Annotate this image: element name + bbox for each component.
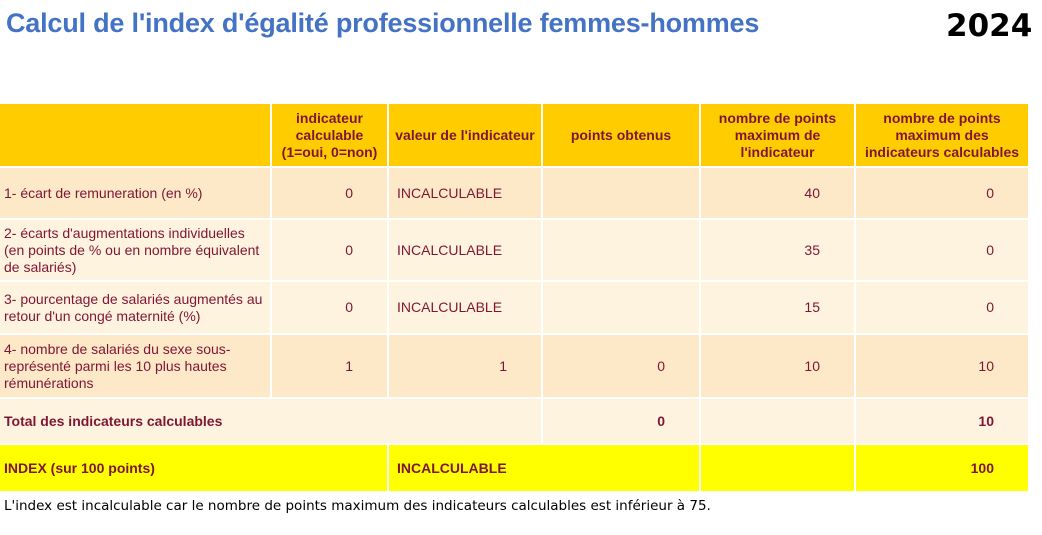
total-row [0, 398, 1028, 444]
cell-valeur: INCALCULABLE [388, 219, 542, 281]
cell-points: 0 [542, 334, 700, 398]
cell-calculable: 1 [271, 334, 388, 398]
total-points: 0 [542, 398, 700, 444]
cell-valeur: INCALCULABLE [388, 167, 542, 219]
cell-calculable: 0 [271, 281, 388, 334]
total-empty-cell [700, 398, 855, 444]
index-table [0, 104, 1028, 493]
cell-max-calculables: 10 [855, 334, 1028, 398]
cell-points [542, 281, 700, 334]
cell-points [542, 219, 700, 281]
index-empty-cell [700, 444, 855, 492]
table-header-row [0, 104, 1028, 167]
cell-valeur: 1 [388, 334, 542, 398]
row-label: 4- nombre de salariés du sexe sous-représenté parmi les 10 plus hautes rémunérations [0, 334, 271, 398]
column-header-max-calculables: nombre de points maximum des indicateurs calculables [855, 104, 1028, 167]
cell-points [542, 167, 700, 219]
cell-max-indicateur: 40 [700, 167, 855, 219]
index-max: 100 [855, 444, 1028, 492]
column-header-calculable: indicateur calculable (1=oui, 0=non) [271, 104, 388, 167]
column-header-label [0, 104, 271, 167]
index-value: INCALCULABLE [388, 444, 700, 492]
page-title: Calcul de l'index d'égalité professionnelle femmes-hommes [6, 8, 760, 38]
cell-max-indicateur: 35 [700, 219, 855, 281]
table-row [0, 334, 1028, 398]
cell-calculable: 0 [271, 219, 388, 281]
column-header-valeur: valeur de l'indicateur [388, 104, 542, 167]
total-max-calculables: 10 [855, 398, 1028, 444]
cell-max-calculables: 0 [855, 219, 1028, 281]
column-header-points: points obtenus [542, 104, 700, 167]
cell-calculable: 0 [271, 167, 388, 219]
row-label: 3- pourcentage de salariés augmentés au retour d'un congé maternité (%) [0, 281, 271, 334]
total-label: Total des indicateurs calculables [0, 398, 542, 444]
row-label: 2- écarts d'augmentations individuelles (en points de % ou en nombre équivalent de salariés) [0, 219, 271, 281]
page-year: 2024 [946, 8, 1033, 44]
table-row [0, 167, 1028, 219]
cell-max-indicateur: 15 [700, 281, 855, 334]
row-label: 1- écart de remuneration (en %) [0, 167, 271, 219]
cell-max-indicateur: 10 [700, 334, 855, 398]
cell-max-calculables: 0 [855, 167, 1028, 219]
index-row [0, 444, 1028, 492]
cell-valeur: INCALCULABLE [388, 281, 542, 334]
cell-max-calculables: 0 [855, 281, 1028, 334]
index-label: INDEX (sur 100 points) [0, 444, 388, 492]
table-row [0, 219, 1028, 281]
footer-note: L'index est incalculable car le nombre de points maximum des indicateurs calculables est inférieur à 75. [4, 498, 711, 514]
table-row [0, 281, 1028, 334]
column-header-max-indicateur: nombre de points maximum de l'indicateur [700, 104, 855, 167]
